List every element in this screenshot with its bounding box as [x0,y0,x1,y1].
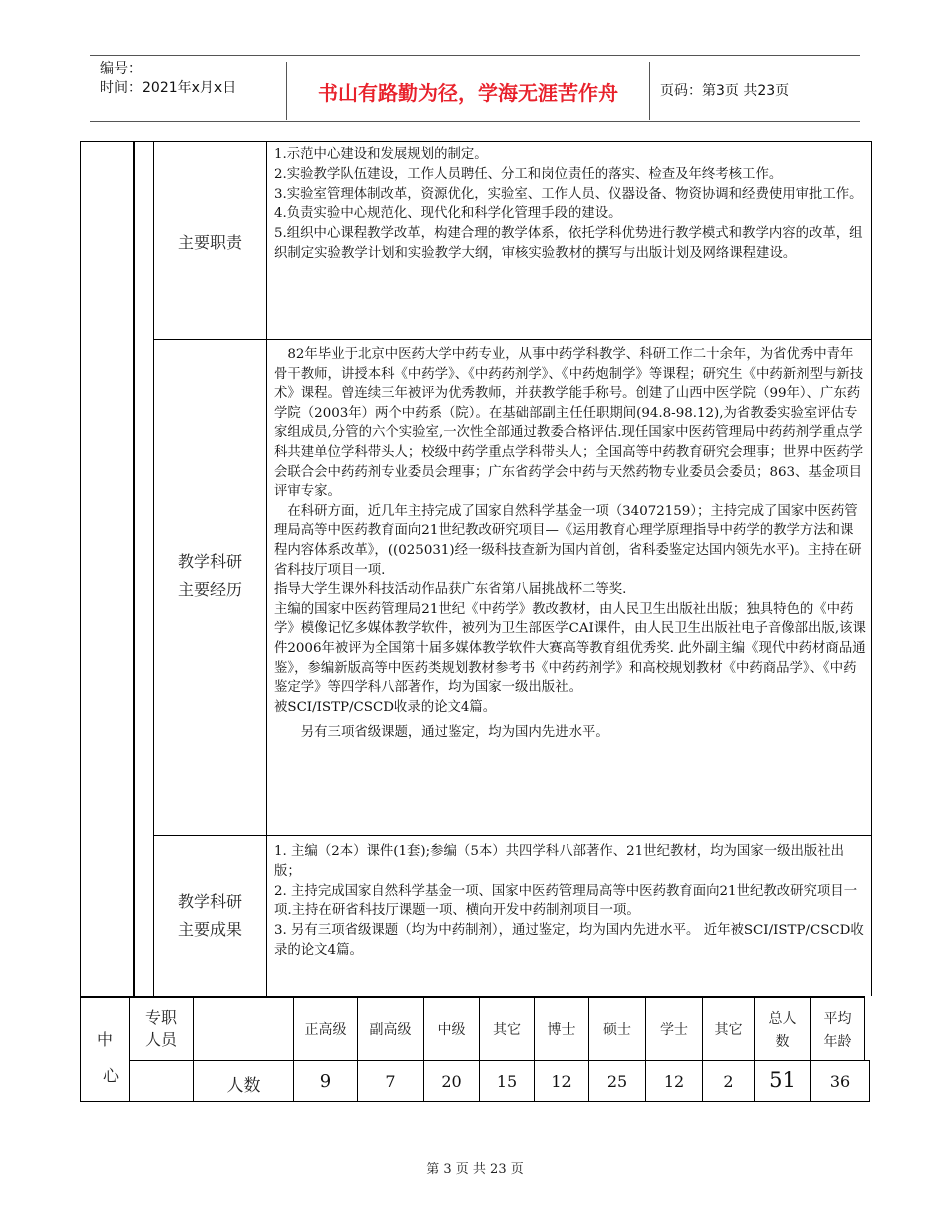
achievement-item: 3. 另有三项省级课题（均为中药制剂），通过鉴定，均为国内先进水平。 近年被SCI/ISTP/CSCD收录的论文4篇。 [274,923,864,958]
staff-row-line [129,1060,870,1061]
col-header-avg-age-line2: 年龄 [823,1034,852,1050]
experience-paragraph: 主编的国家中医药管理局21世纪《中药学》教改教材，由人民卫生出版社出版；独具特色的《中药学》模像记忆多媒体教学软件，被列为卫生部医学CAI课件，由人民卫生出版社电子音像部出版,该课件2006年被评为全国第十届多媒体教学软件大赛高等教育组优秀奖. 此外副主编《现代中药材商品通鉴》，参编新版高等中医药类规划教材参考书《中药药剂学》和高校规划教材《中药商品学》、《中药鉴定学》等四学科八部著作，均为国家一级出版社。 [274,601,866,696]
table-left-border [80,141,81,1102]
duties-label: 主要职责 [177,233,242,252]
achievements-label-line1: 教学科研 [177,892,242,911]
staff-col-line [869,1061,870,1102]
value-senior: 9 [319,1071,332,1092]
row-divider-2 [153,835,871,836]
count-row-label: 人数 [226,1076,261,1096]
achievements-label-line2: 主要成果 [177,920,242,939]
value-avg-age: 36 [829,1072,851,1091]
duty-item: 1.示范中心建设和发展规划的制定。 [274,147,488,162]
col-header-avg-age-line1: 平均 [823,1011,852,1027]
page-indicator: 页码：第3页 共23页 [660,83,790,99]
table-top-border [80,141,872,142]
value-bachelor: 12 [663,1072,685,1091]
experience-paragraph: 在科研方面，近几年主持完成了国家自然科学基金一项（34072159）；主持完成了国家中医药管理局高等中医药教育面向21世纪教改研究项目—《运用教育心理学原理指导中药学的教学方法和课程内容体系改革》，((025031)经一级科技查新为国内首创，省科委鉴定达国内领先水平)。主持在研省科技厅项目一项. [274,503,862,578]
experience-label [154,548,266,604]
col-header-total [755,1008,810,1054]
experience-paragraph: 82年毕业于北京中医药大学中药专业，从事中药学科教学、科研工作二十余年，为省优秀中青年骨干教师，讲授本科《中药学》、《中药药剂学》、《中药炮制学》等课程；研究生《中药新剂型与新技术》课程。曾连续三年被评为优秀教师，并获教学能手称号。创建了山西中医学院（99年）、广东药学院（2003年）两个中药系（院）。在基础部副主任任职期间(94.8-98.12),为省教委实验室评估专家组成员,分管的六个实验室,一次性全部通过教委合格评估.现任国家中医药管理局中药药剂学重点学科共建单位学科带头人；校级中药学重点学科带头人；全国高等中药教育研究会理事；世界中医药学会联合会中药药剂专业委员会理事；广东省药学会中药与天然药物专业委员会委员；863、基金项目评审专家。 [274,347,864,500]
col-header-bachelor: 学士 [660,1022,688,1038]
code-label: 编号： [100,61,142,77]
header-meta [100,60,236,98]
value-other-title: 15 [496,1072,518,1091]
duty-item: 3.实验室管理体制改革，资源优化，实验室、工作人员、仪器设备、物资协调和经费使用审批工作。 [274,186,863,202]
col-header-total-line2: 数 [775,1034,790,1050]
experience-label-line2: 主要经历 [177,580,242,599]
achievement-item: 2. 主持完成国家自然科学基金一项、国家中医药管理局高等中医药教育面向21世纪教改研究项目一项.主持在研省科技厅课题一项、横向开发中药制剂项目一项。 [274,883,858,919]
col-header-avg-age [811,1008,864,1054]
row-divider-1 [153,339,871,340]
col-divider-1 [133,141,135,997]
duties-content [274,145,866,264]
page-footer: 第 3 页 共 23 页 [426,1162,524,1177]
experience-label-line1: 教学科研 [177,552,242,571]
col-header-master: 硕士 [603,1022,631,1038]
staff-label [130,1007,192,1051]
col-header-associate: 副高级 [369,1022,412,1038]
center-char-1: 中 [96,1030,113,1049]
staff-col-line [864,997,865,1061]
table-bottom-border [80,1101,870,1102]
value-doctorate: 12 [551,1072,572,1091]
achievements-label [154,888,266,944]
staff-label-line1: 专职 [144,1008,177,1027]
duty-item: 2.实验教学队伍建设，工作人员聘任、分工和岗位责任的落实、检查及年终考核工作。 [274,166,783,182]
duty-item: 5.组织中心课程教学改革，构建合理的教学体系，依托学科优势进行教学模式和教学内容的改革，组织制定实验教学计划和实验教学大纲，审核实验教材的撰写与出版计划及网络课程建设。 [274,226,863,261]
header-top-rule [90,55,860,56]
table-right-border [871,141,872,996]
achievement-item: 1. 主编（2本）课件(1套);参编（5本）共四学科八部著作、21世纪教材，均为国家一级出版社出版； [274,844,845,879]
duty-item: 4.负责实验中心规范化、现代化和科学化管理手段的建设。 [274,206,622,222]
row-divider-3 [80,996,865,998]
experience-paragraph: 指导大学生课外科技活动作品获广东省第八届挑战杯二等奖. [274,582,627,598]
time-label: 时间：2021年x月x日 [100,80,237,96]
col-header-total-line1: 总人 [768,1011,797,1027]
value-total: 51 [769,1068,796,1092]
experience-paragraph: 被SCI/ISTP/CSCD收录的论文4篇。 [274,699,497,715]
experience-content [274,345,866,743]
col-header-other-degree: 其它 [714,1022,743,1038]
center-char-2: 心 [102,1066,119,1085]
achievements-content [274,842,866,961]
value-intermediate: 20 [441,1072,462,1091]
col-header-intermediate: 中级 [437,1022,466,1038]
experience-paragraph: 另有三项省级课题，通过鉴定，均为国内先进水平。 [274,725,609,741]
value-master: 25 [606,1072,628,1091]
value-other-degree: 2 [723,1072,734,1091]
col-header-doctorate: 博士 [547,1022,576,1038]
header-bottom-rule [90,121,860,122]
staff-label-line2: 人员 [144,1030,177,1049]
value-associate: 7 [385,1072,396,1091]
center-label [82,1022,128,1094]
col-header-senior: 正高级 [304,1022,347,1038]
col-header-other-title: 其它 [493,1022,521,1038]
col-divider-3 [266,141,267,997]
header-motto: 书山有路勤为径，学海无涯苦作舟 [286,62,650,120]
